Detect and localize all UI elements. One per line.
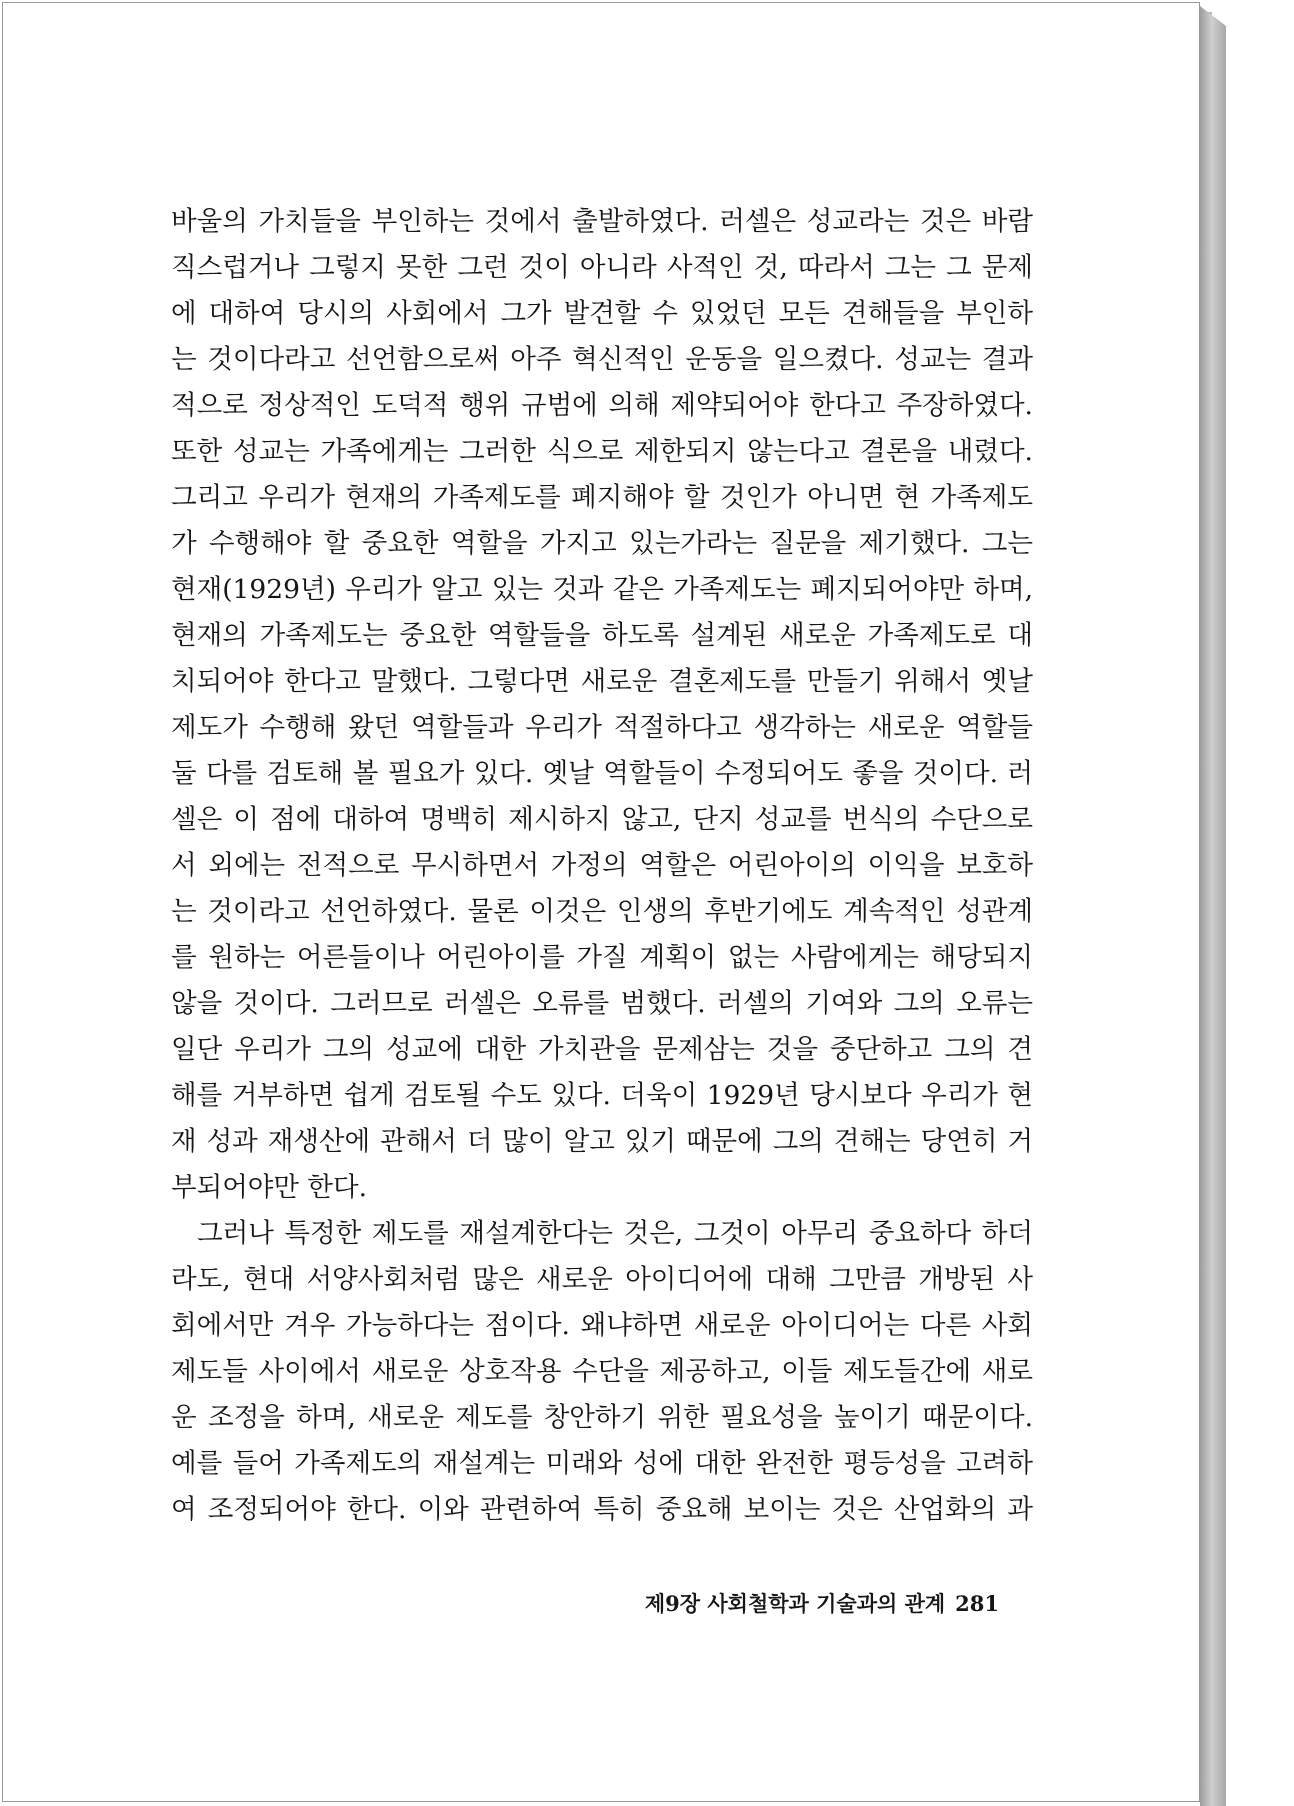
text-line: 는 것이다라고 선언함으로써 아주 혁신적인 운동을 일으켰다. 성교는 결과 <box>171 344 1033 375</box>
body-text <box>171 199 1033 1533</box>
text-line: 예를 들어 가족제도의 재설계는 미래와 성에 대한 완전한 평등성을 고려하 <box>171 1448 1033 1479</box>
text-line: 현재의 가족제도는 중요한 역할들을 하도록 설계된 새로운 가족제도로 대 <box>171 620 1033 651</box>
text-line: 여 조정되어야 한다. 이와 관련하여 특히 중요해 보이는 것은 산업화의 과 <box>171 1494 1033 1525</box>
text-line: 일단 우리가 그의 성교에 대한 가치관을 문제삼는 것을 중단하고 그의 견 <box>171 1034 1033 1065</box>
text-line: 재 성과 재생산에 관해서 더 많이 알고 있기 때문에 그의 견해는 당연히 거 <box>171 1126 1033 1157</box>
text-line: 운 조정을 하며, 새로운 제도를 창안하기 위한 필요성을 높이기 때문이다. <box>171 1402 1033 1433</box>
running-head: 제9장 사회철학과 기술과의 관계 <box>644 1591 946 1616</box>
text-line: 그리고 우리가 현재의 가족제도를 폐지해야 할 것인가 아니면 현 가족제도 <box>171 482 1033 513</box>
text-line: 그러나 특정한 제도를 재설계한다는 것은, 그것이 아무리 중요하다 하더 <box>197 1218 1033 1249</box>
page-footer <box>633 1588 999 1618</box>
text-line: 부되어야만 한다. <box>171 1172 368 1203</box>
text-line: 셀은 이 점에 대하여 명백히 제시하지 않고, 단지 성교를 번식의 수단으로 <box>171 804 1033 835</box>
book-page <box>2 2 1200 1802</box>
text-line: 또한 성교는 가족에게는 그러한 식으로 제한되지 않는다고 결론을 내렸다. <box>171 436 1033 467</box>
text-line: 에 대하여 당시의 사회에서 그가 발견할 수 있었던 모든 견해들을 부인하 <box>171 298 1033 329</box>
text-line: 않을 것이다. 그러므로 러셀은 오류를 범했다. 러셀의 기여와 그의 오류는 <box>171 988 1033 1019</box>
page-number: 281 <box>955 1591 999 1616</box>
text-line: 회에서만 겨우 가능하다는 점이다. 왜냐하면 새로운 아이디어는 다른 사회 <box>171 1310 1033 1341</box>
paragraph-1 <box>171 199 1033 1211</box>
text-line: 가 수행해야 할 중요한 역할을 가지고 있는가라는 질문을 제기했다. 그는 <box>171 528 1033 559</box>
text-line: 현재(1929년) 우리가 알고 있는 것과 같은 가족제도는 폐지되어야만 하며, <box>171 574 1033 605</box>
text-line: 는 것이라고 선언하였다. 물론 이것은 인생의 후반기에도 계속적인 성관계 <box>171 896 1033 927</box>
page-edge <box>1200 6 1226 1806</box>
text-line: 해를 거부하면 쉽게 검토될 수도 있다. 더욱이 1929년 당시보다 우리가 현 <box>171 1080 1033 1111</box>
text-line: 제도가 수행해 왔던 역할들과 우리가 적절하다고 생각하는 새로운 역할들 <box>171 712 1033 743</box>
paragraph-2 <box>171 1211 1033 1533</box>
text-line: 적으로 정상적인 도덕적 행위 규범에 의해 제약되어야 한다고 주장하였다. <box>171 390 1033 421</box>
text-line: 치되어야 한다고 말했다. 그렇다면 새로운 결혼제도를 만들기 위해서 옛날 <box>171 666 1033 697</box>
text-line: 둘 다를 검토해 볼 필요가 있다. 옛날 역할들이 수정되어도 좋을 것이다. 러 <box>171 758 1033 789</box>
text-line: 서 외에는 전적으로 무시하면서 가정의 역할은 어린아이의 이익을 보호하 <box>171 850 1033 881</box>
text-line: 라도, 현대 서양사회처럼 많은 새로운 아이디어에 대해 그만큼 개방된 사 <box>171 1264 1033 1295</box>
text-line: 제도들 사이에서 새로운 상호작용 수단을 제공하고, 이들 제도들간에 새로 <box>171 1356 1033 1387</box>
text-line: 바울의 가치들을 부인하는 것에서 출발하였다. 러셀은 성교라는 것은 바람 <box>171 206 1033 237</box>
text-line: 를 원하는 어른들이나 어린아이를 가질 계획이 없는 사람에게는 해당되지 <box>171 942 1033 973</box>
text-line: 직스럽거나 그렇지 못한 그런 것이 아니라 사적인 것, 따라서 그는 그 문제 <box>171 252 1033 283</box>
